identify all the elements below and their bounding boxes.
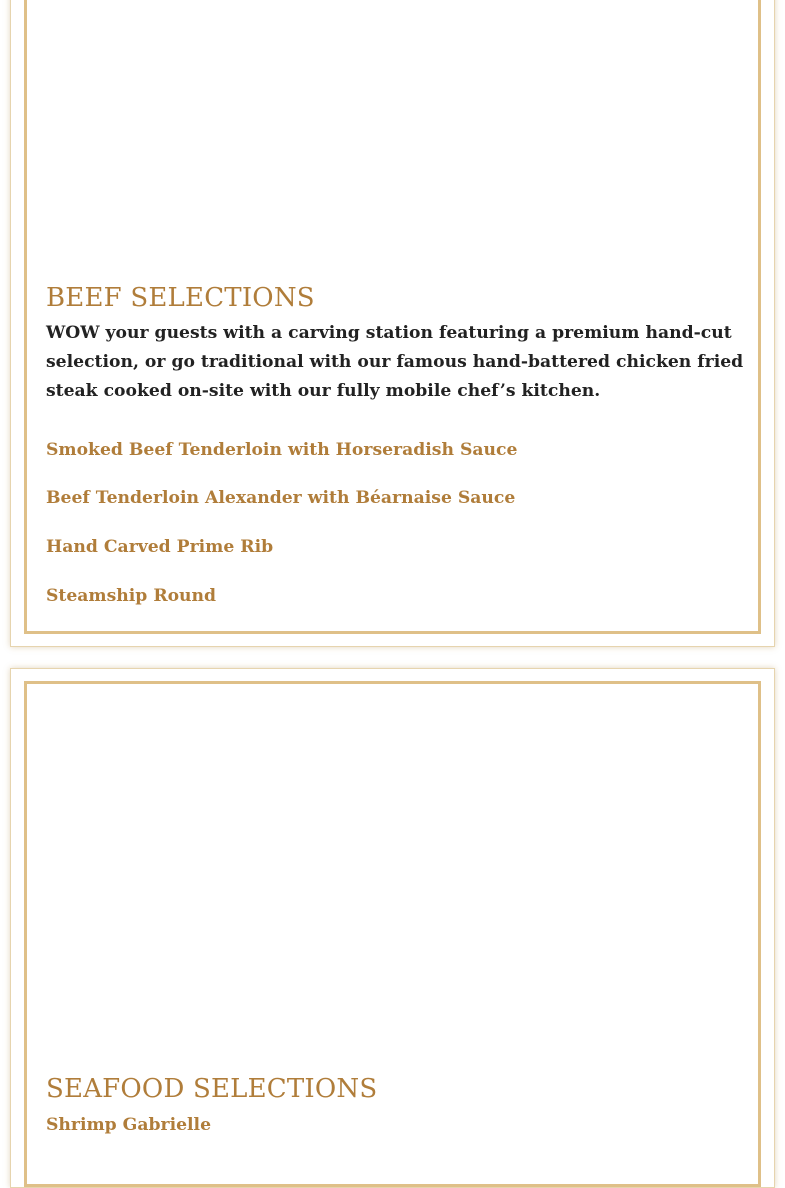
seafood-section	[46, 1074, 746, 1104]
beef-menu-item[interactable]: Beef Tenderloin Alexander with Béarnaise Sauce	[46, 488, 516, 508]
seafood-selections-card	[10, 668, 775, 1188]
beef-menu-item[interactable]: Smoked Beef Tenderloin with Horseradish Sauce	[46, 440, 518, 460]
beef-section-title: BEEF SELECTIONS	[46, 283, 315, 313]
beef-section	[46, 283, 746, 313]
seafood-section-title: SEAFOOD SELECTIONS	[46, 1074, 378, 1104]
seafood-card-inner-border	[24, 681, 761, 1187]
beef-description-wrap	[46, 319, 746, 406]
beef-description: WOW your guests with a carving station featuring a premium hand-cut selection, or go traditional with our famous hand-battered chicken fried steak cooked on-site with our fully mobile chef’s kitchen.	[46, 323, 744, 401]
beef-menu-item[interactable]: Hand Carved Prime Rib	[46, 537, 274, 557]
seafood-menu-item[interactable]: Shrimp Gabrielle	[46, 1115, 212, 1135]
beef-menu-item[interactable]: Steamship Round	[46, 586, 217, 606]
